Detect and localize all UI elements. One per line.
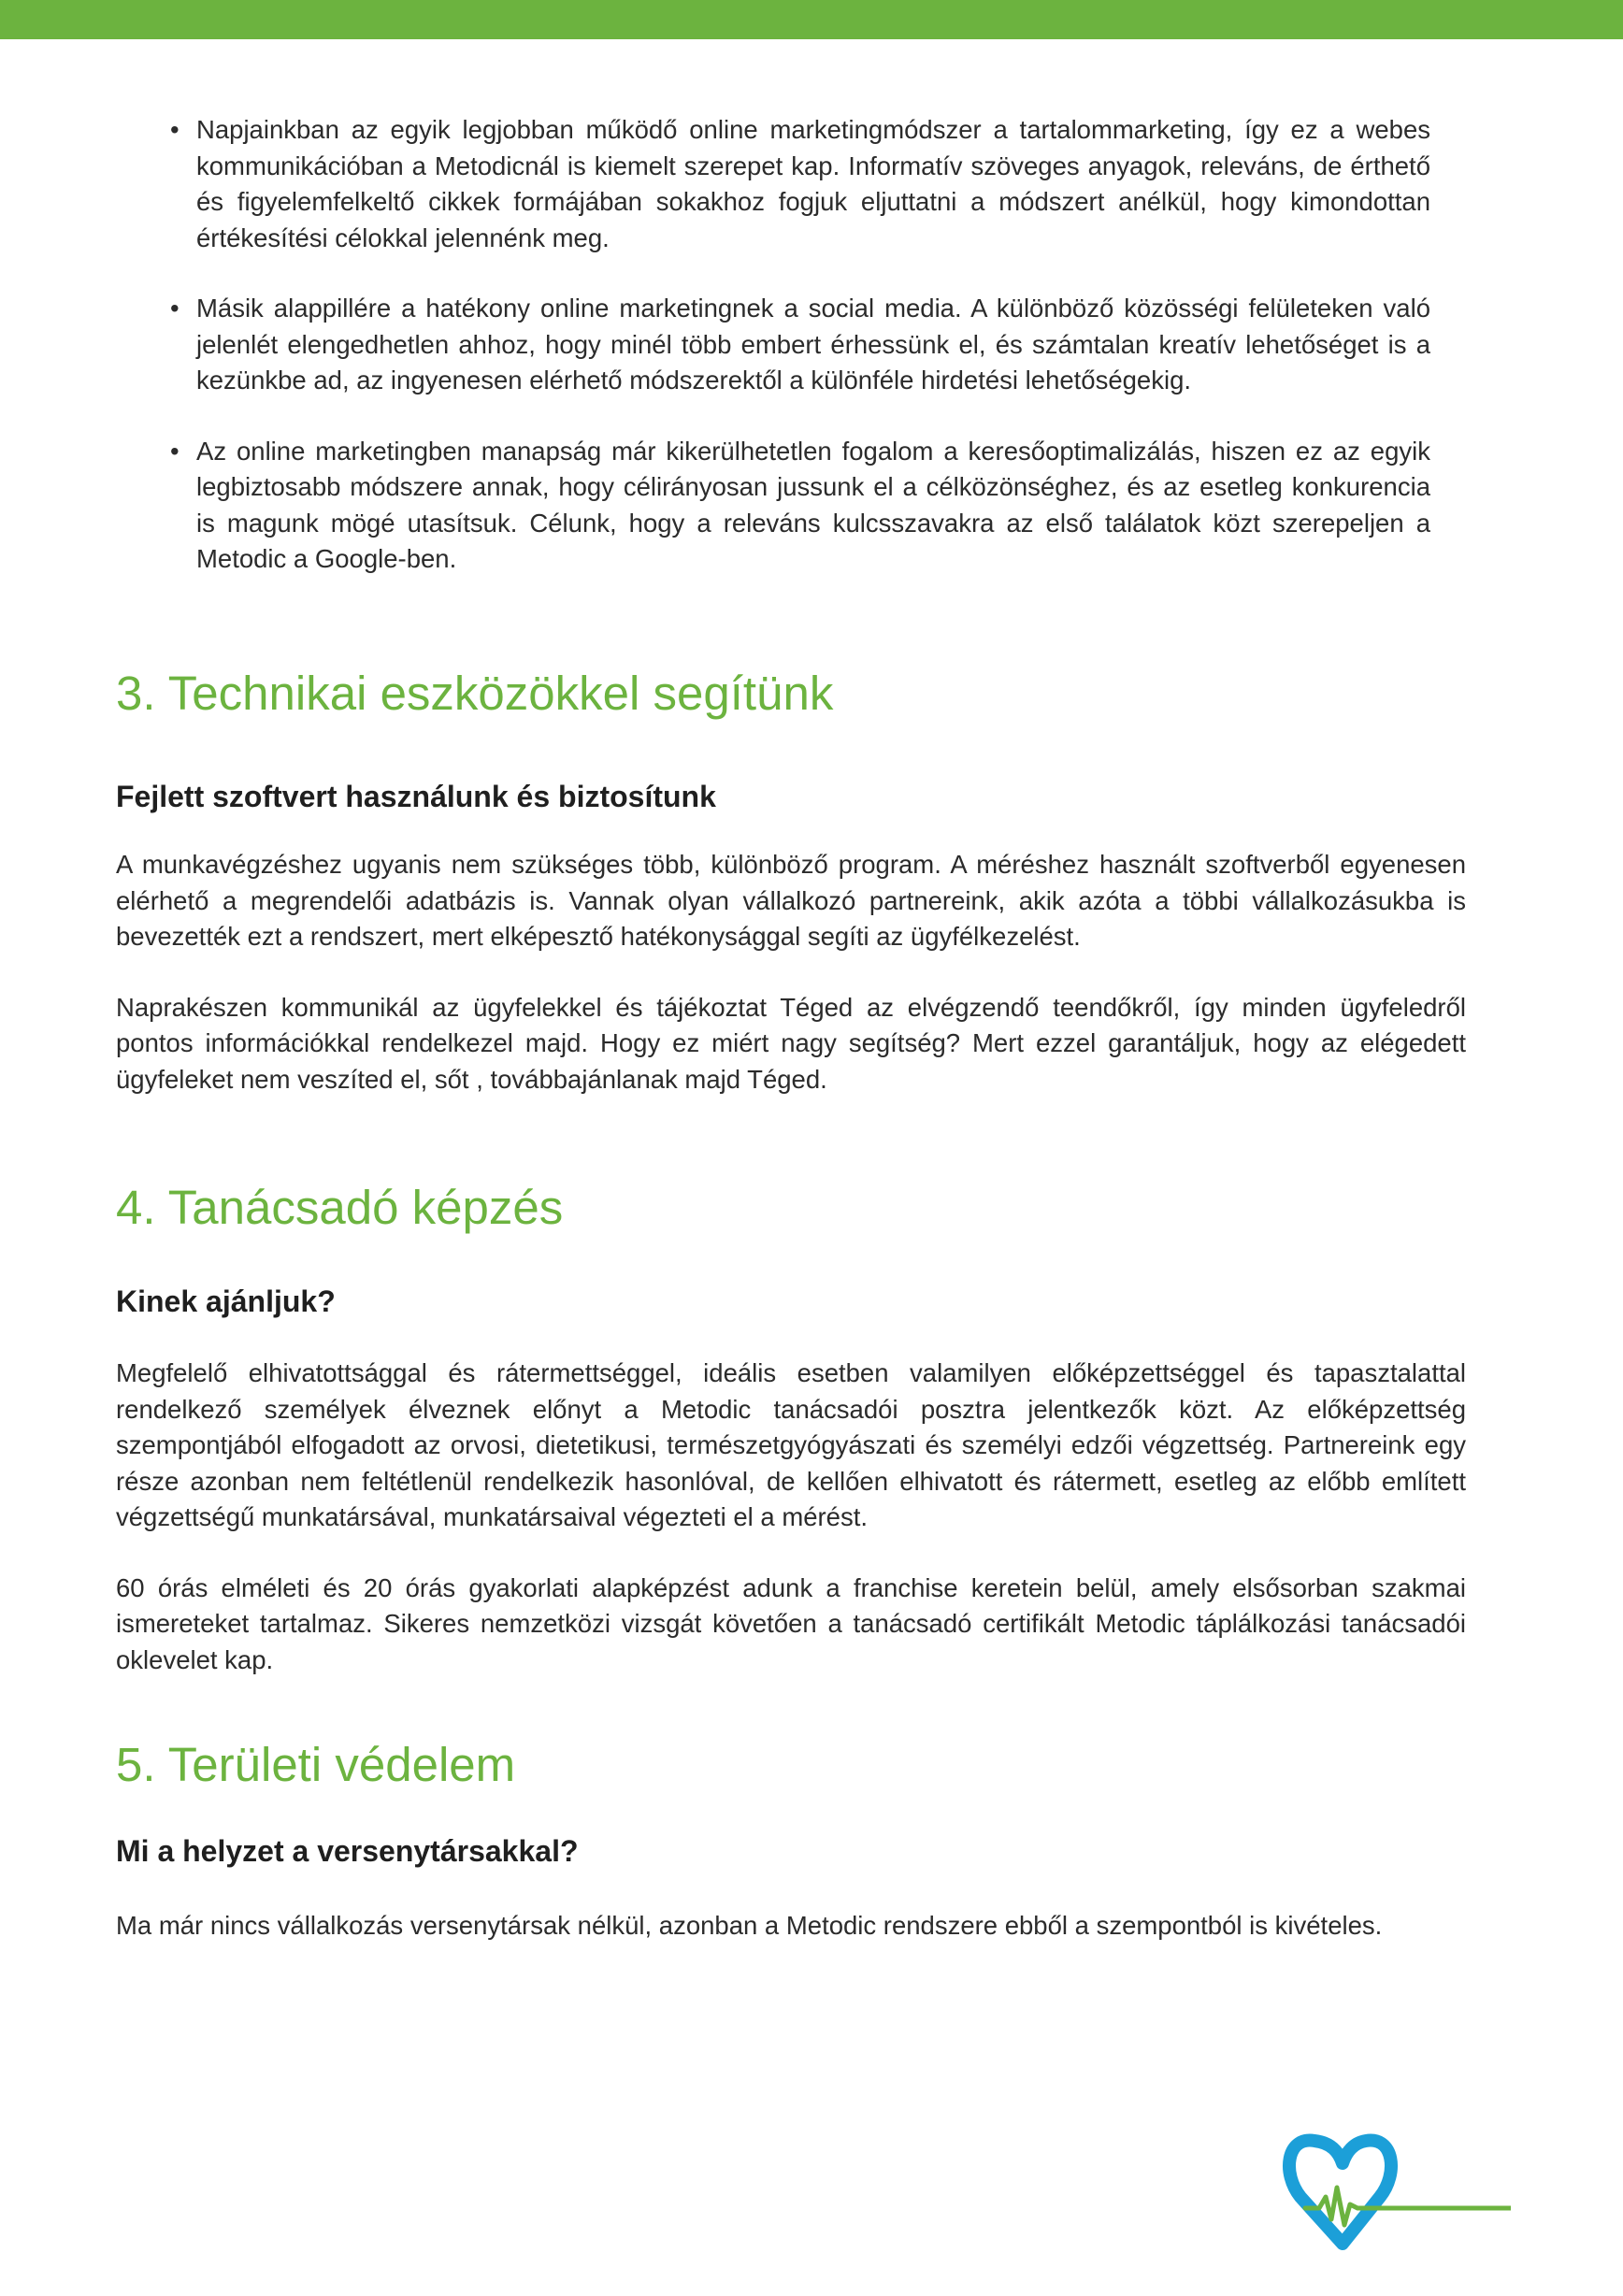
bullet-icon: • [170,115,180,144]
section-3-paragraph: A munkavégzéshez ugyanis nem szükséges több, különböző program. A méréshez használt szoftverből egyenesen elérhető a megrendelői adatbázis is. Vannak olyan vállalkozó partnereink, akik azóta a többi vállalkozásukba is bevezették ezt a rendszert, mert elképesztő hatékonysággal segíti az ügyfélkezelést. [116,850,1466,951]
bullet-text: Az online marketingben manapság már kikerülhetetlen fogalom a keresőoptimalizálás, hiszen ez az egyik legbiztosabb módszere annak, hogy célirányosan jussunk el a célközönséghez, és az esetleg konkurencia is magunk mögé utasítsuk. Célunk, hogy a releváns kulcsszavakra az első találatok közt szerepeljen a Metodic a Google-ben. [196,436,1430,573]
list-item [166,434,1430,578]
section-3-paragraph: Naprakészen kommunikál az ügyfelekkel és tájékoztat Téged az elvégzendő teendőkről, így minden ügyfeledről pontos információkkal rendelkezel majd. Hogy ez miért nagy segítség? Mert ezzel garantáljuk, hogy az elégedett ügyfeleket nem veszíted el, sőt , továbbajánlanak majd Téged. [116,992,1466,1094]
section-4-title: 4. Tanácsadó képzés [116,1181,564,1234]
top-accent-bar [0,0,1623,39]
list-item [166,112,1430,256]
section-5-subtitle: Mi a helyzet a versenytársakkal? [116,1834,579,1868]
section-3-subtitle: Fejlett szoftvert használunk és biztosítunk [116,780,716,813]
section-3 [116,666,1466,1098]
heart-pulse-logo-icon [1277,2122,1511,2253]
section-4-paragraph: 60 órás elméleti és 20 órás gyakorlati alapképzést adunk a franchise keretein belül, amely elsősorban szakmai ismereteket tartalmaz. Sikeres nemzetközi vizsgát követően a tanácsadó certifikált Metodic táplálkozási tanácsadói oklevelet kap. [116,1572,1466,1674]
section-5 [116,1737,1466,1944]
section-4-paragraph: Megfelelő elhivatottsággal és rátermettséggel, ideális esetben valamilyen előképzettséggel és tapasztalattal rendelkező személyek élveznek előnyt a Metodic tanácsadói posztra jelentkezők közt. Az előképzettség szempontjából elfogadott az orvosi, dietetikusi, természetgyógyászati és személyi edzői végzettség. Partnereink egy része azonban nem feltétlenül rendelkezik hasonlóval, de kellően elhivatott és rátermett, esetleg az előbb említett végzettségű munkatársával, munkatársaival végezteti el a mérést. [116,1358,1466,1531]
list-item [166,291,1430,399]
bullet-text: Másik alappillére a hatékony online marketingnek a social media. A különböző közösségi felületeken való jelenlét elengedhetlen ahhoz, hogy minél több embert érhessünk el, és számtalan kreatív lehetőséget is a kezünkbe ad, az ingyenesen elérhető módszerektől a különféle hirdetési lehetőségekig. [196,294,1430,395]
bullet-list [166,112,1430,612]
section-5-title: 5. Területi védelem [116,1738,516,1791]
bullet-icon: • [170,436,180,466]
section-4-subtitle: Kinek ajánljuk? [116,1284,336,1318]
bullet-text: Napjainkban az egyik legjobban működő online marketingmódszer a tartalommarketing, így ez a webes kommunikációban a Metodicnál is kiemelt szerepet kap. Informatív szöveges anyagok, releváns, de érthető és figyelemfelkeltő cikkek formájában sokakhoz fogjuk eljuttatni a módszert anélkül, hogy kimondottan értékesítési célokkal jelennénk meg. [196,115,1430,252]
section-5-paragraph: Ma már nincs vállalkozás versenytársak nélkül, azonban a Metodic rendszere ebből a szempontból is kivételes. [116,1911,1383,1940]
section-4 [116,1180,1466,1678]
bullet-icon: • [170,294,180,323]
section-3-title: 3. Technikai eszközökkel segítünk [116,667,834,720]
